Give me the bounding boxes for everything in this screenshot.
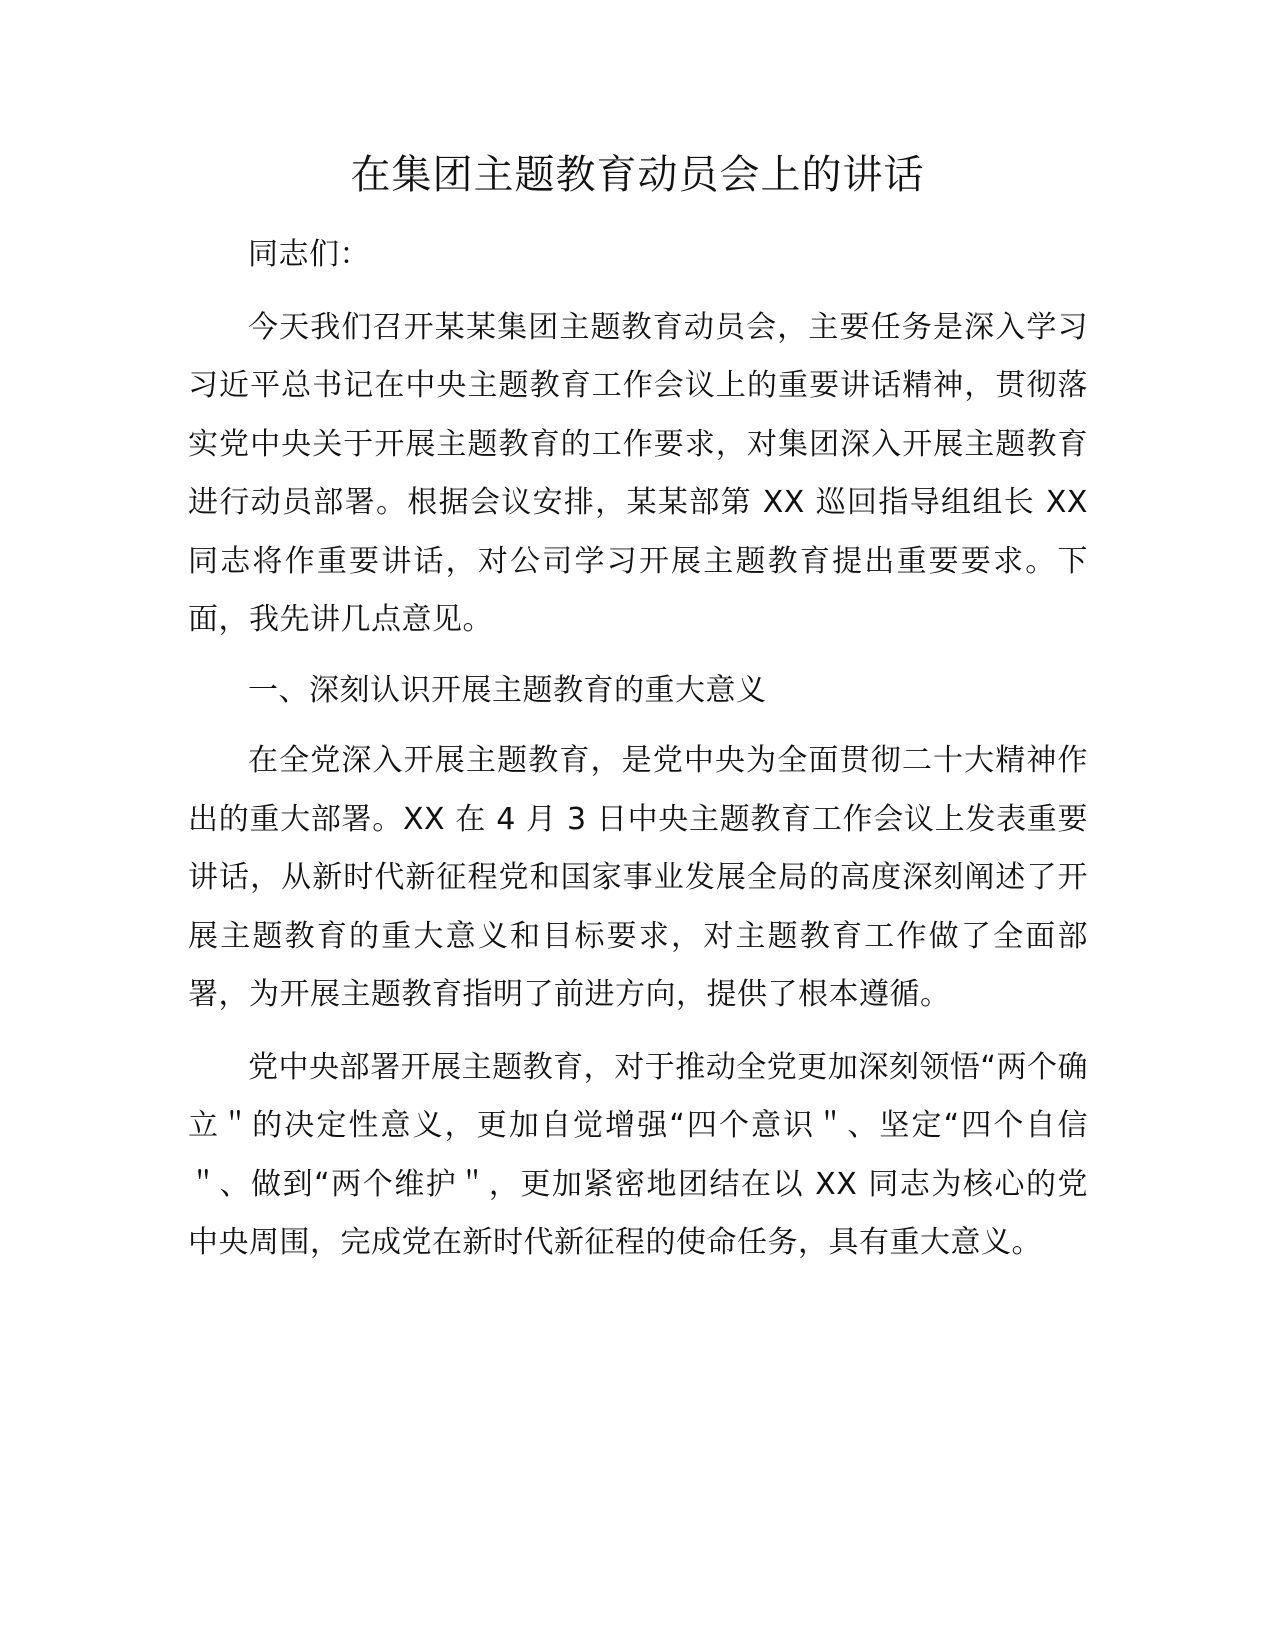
- paragraph-significance: 在全党深入开展主题教育，是党中央为全面贯彻二十大精神作出的重大部署。XX 在 4 月 3 日中央主题教育工作会议上发表重要讲话，从新时代新征程党和国家事业发展全局的高度深刻阐述了开展主题教育的重大意义和目标要求，对主题教育工作做了全面部署，为开展主题教育指明了前进方向，提供了根本遵循。: [188, 743, 1088, 1012]
- document-title: 在集团主题教育动员会上的讲话: [350, 152, 925, 198]
- document-body: [188, 226, 1088, 1273]
- section-heading: 一、深刻认识开展主题教育的重大意义: [248, 672, 767, 708]
- paragraph-intro: 今天我们召开某某集团主题教育动员会，主要任务是深入学习习近平总书记在中央主题教育工作会议上的重要讲话精神，贯彻落实党中央关于开展主题教育的工作要求，对集团深入开展主题教育进行动员部署。根据会议安排，某某部第 XX 巡回指导组组长 XX 同志将作重要讲话，对公司学习开展主题教育提出重要要求。下面，我先讲几点意见。: [188, 309, 1088, 637]
- greeting: 同志们：: [248, 237, 370, 272]
- paragraph-deployment: 党中央部署开展主题教育，对于推动全党更加深刻领悟“两个确立＂的决定性意义，更加自觉增强“四个意识＂、坚定“四个自信＂、做到“两个维护＂，更加紧密地团结在以 XX 同志为核心的党中央周围，完成党在新时代新征程的使命任务，具有重大意义。: [188, 1049, 1088, 1260]
